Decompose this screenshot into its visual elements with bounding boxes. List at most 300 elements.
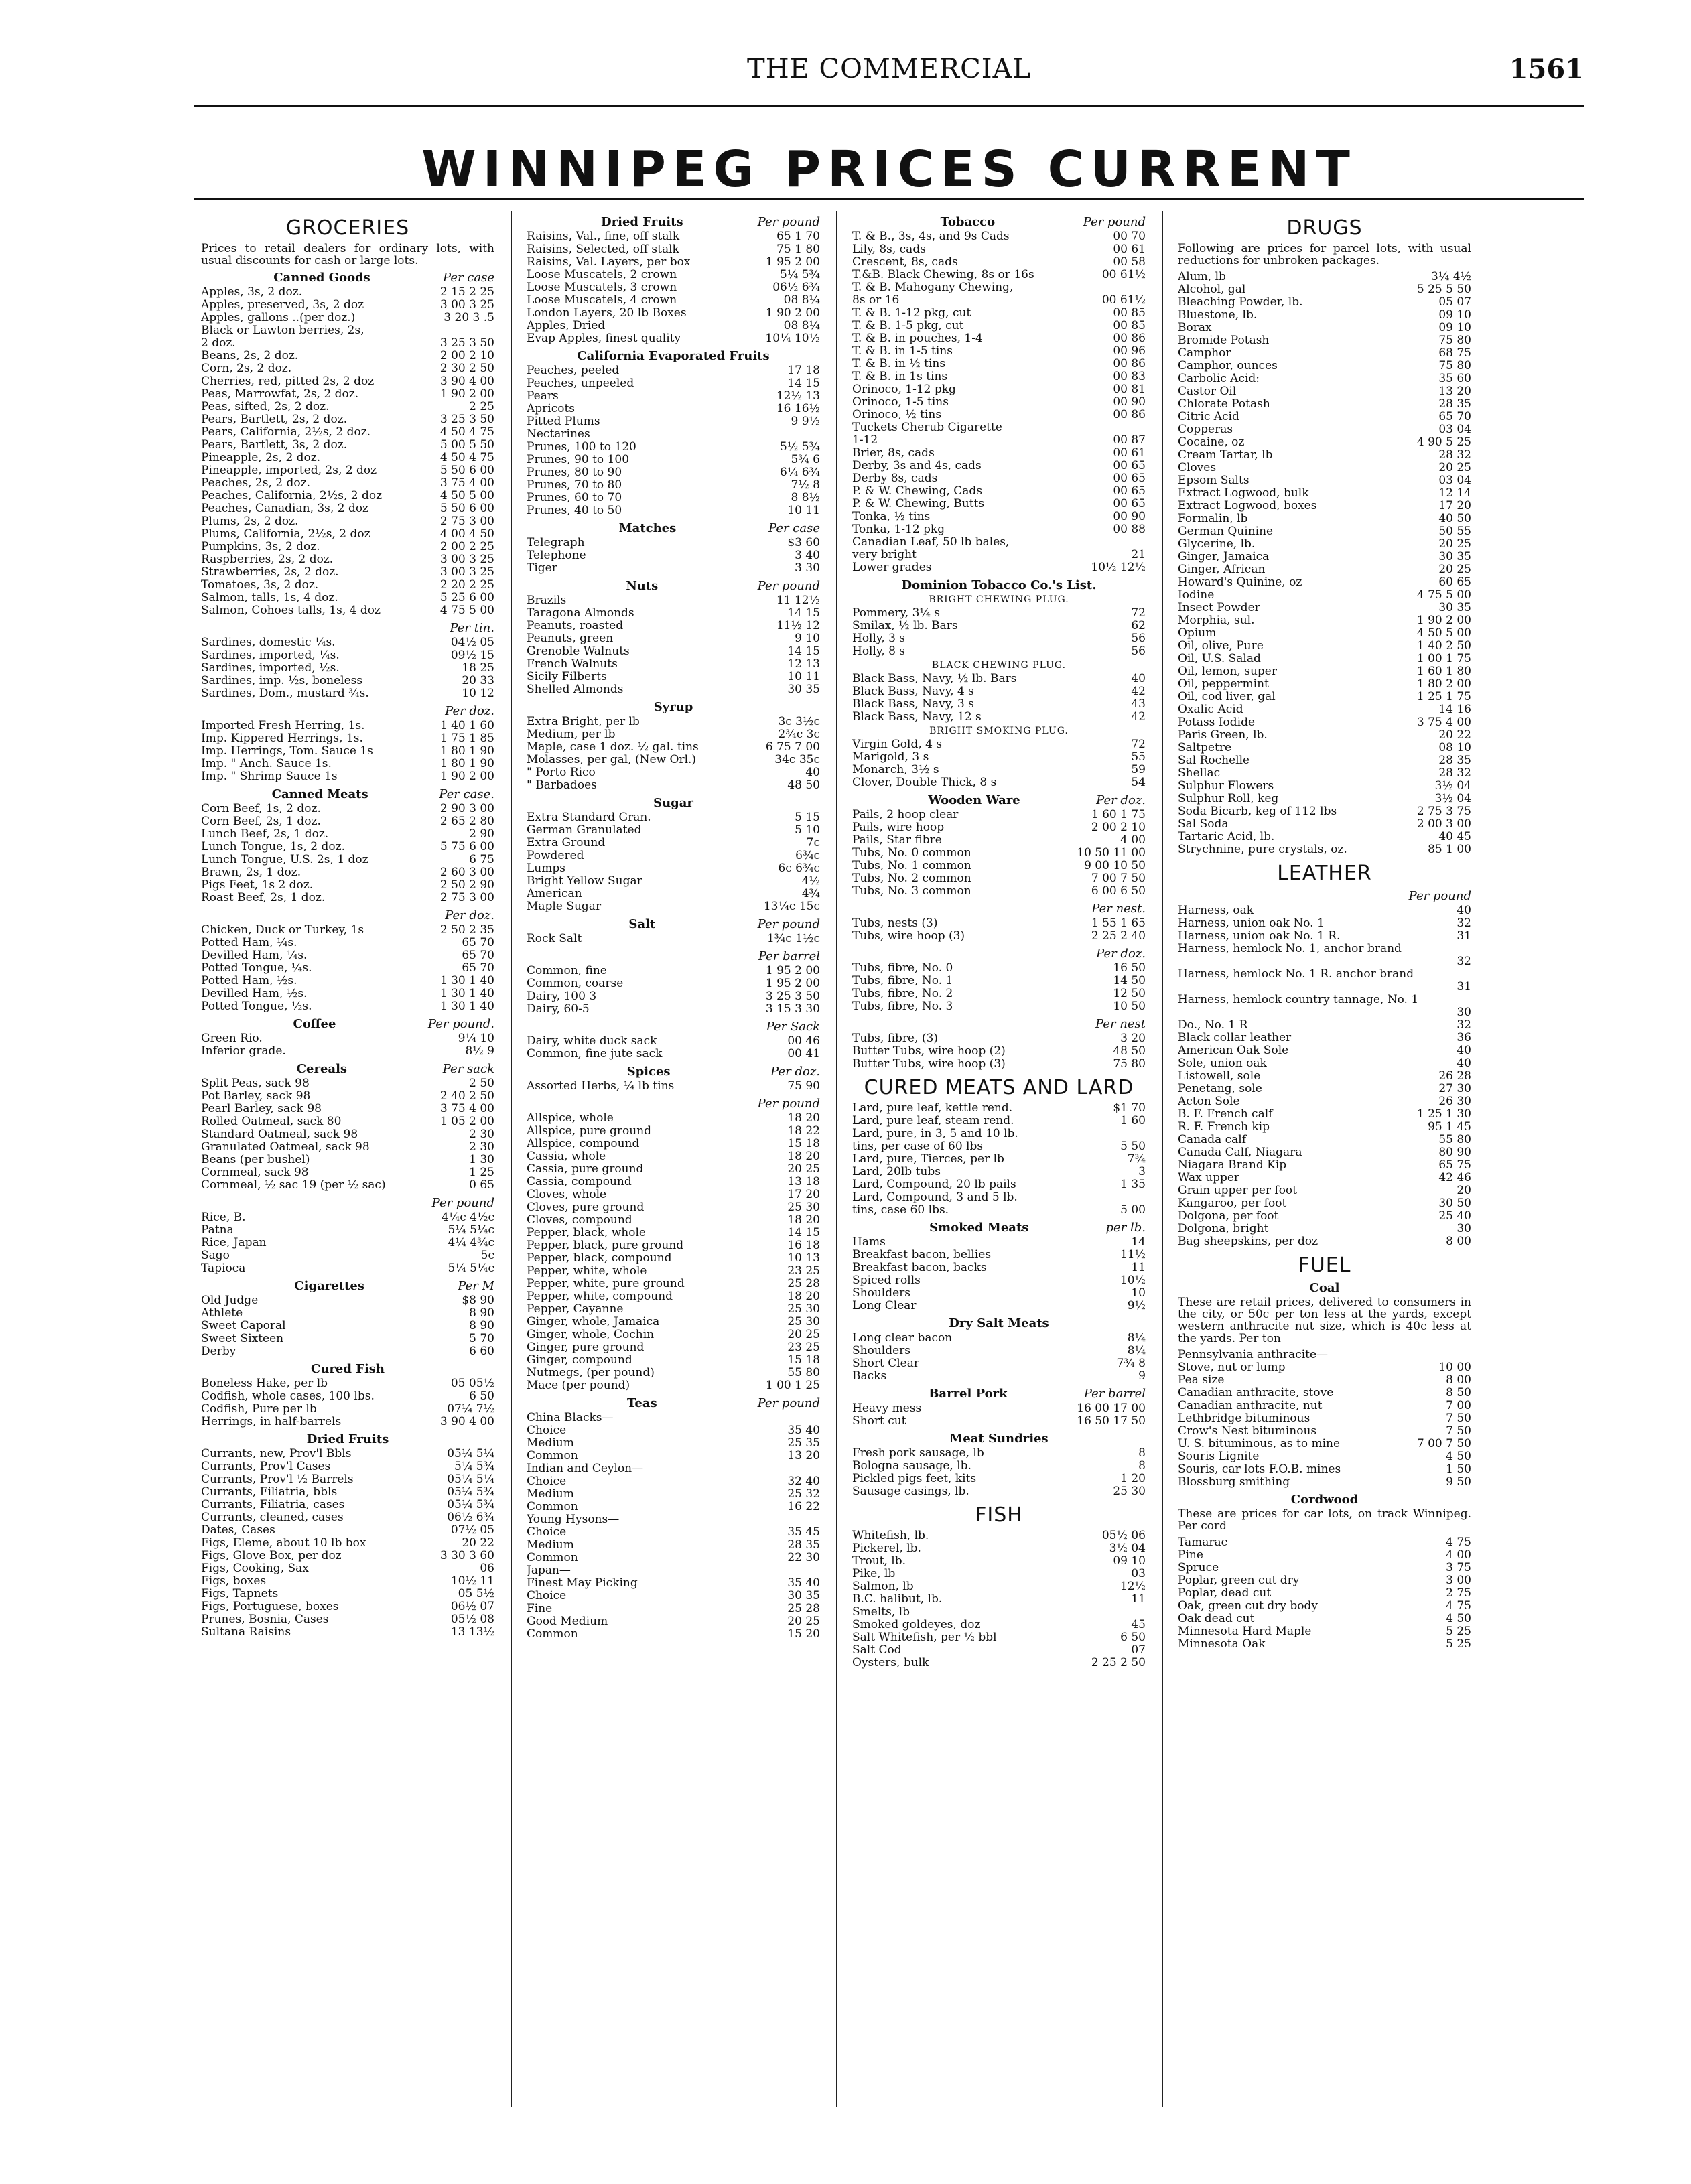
price-row [527, 1379, 820, 1392]
item-name: Sicily Filberts [527, 671, 607, 683]
item-name: Peaches, Canadian, 3s, 2 doz [201, 502, 369, 515]
item-name: Maple Sugar [527, 900, 602, 913]
item-price: 25 40 [1438, 1209, 1471, 1223]
item-price: 10 50 [1113, 1000, 1146, 1013]
subheading-title: Dried Fruits [306, 1432, 389, 1446]
price-row [852, 1287, 1146, 1300]
item-name: Peanuts, roasted [527, 620, 624, 632]
price-row [1178, 283, 1471, 296]
price-row [527, 1188, 820, 1201]
price-row [852, 269, 1146, 281]
item-price: 4¼c 4½c [441, 1211, 494, 1224]
item-price: 18 22 [787, 1124, 820, 1138]
price-row [1178, 436, 1471, 449]
item-name: Devilled Ham, ¼s. [201, 949, 308, 962]
item-name: Boneless Hake, per lb [201, 1377, 328, 1390]
price-row [1178, 805, 1471, 818]
price-row [527, 837, 820, 849]
item-name: Rock Salt [527, 933, 582, 945]
item-price: 55 80 [1438, 1133, 1471, 1146]
price-row [1178, 1600, 1471, 1613]
item-name: Potted Tongue, ½s. [201, 1000, 312, 1013]
price-row [852, 1555, 1146, 1568]
price-row [1178, 831, 1471, 843]
price-row [527, 1316, 820, 1328]
price-unit: Per M [458, 1279, 494, 1293]
item-price: 3 [1138, 1165, 1146, 1178]
subgroup-label: BLACK CHEWING PLUG. [931, 660, 1067, 671]
price-row [527, 1501, 820, 1513]
price-row [201, 426, 494, 439]
item-name: Saltpetre [1178, 742, 1232, 754]
price-row [852, 1045, 1146, 1058]
item-price: 3 75 4 00 [439, 476, 494, 490]
item-price: 08 10 [1438, 741, 1471, 754]
item-price: 85 1 00 [1428, 843, 1471, 856]
price-row [527, 1290, 820, 1303]
item-price: 10 12 [462, 687, 494, 700]
price-row [1178, 968, 1471, 981]
item-name: Chlorate Potash [1178, 398, 1270, 411]
item-price: 14 16 [1438, 703, 1471, 716]
item-price: 75 80 [1438, 334, 1471, 347]
subheading [527, 215, 820, 229]
item-name: Figs, Eleme, about 10 lb box [201, 1537, 366, 1550]
item-price: 55 [1131, 750, 1146, 764]
item-name: Currants, Prov'l Cases [201, 1460, 331, 1473]
item-price: 06½ 6¾ [447, 1511, 494, 1524]
price-row [527, 441, 820, 454]
item-price: 28 35 [1438, 397, 1471, 411]
item-price: 1¾c 1½c [766, 932, 820, 945]
item-name: Orinoco, 1-12 pkg [852, 383, 956, 396]
price-row [1178, 767, 1471, 780]
item-name: Lower grades [852, 561, 932, 574]
subheading-title [852, 1017, 1095, 1031]
item-price: 31 [1457, 929, 1471, 943]
item-name: Harness, hemlock No. 1 R. anchor brand [1178, 968, 1414, 981]
item-name: Young Hysons— [527, 1513, 620, 1526]
price-row [527, 1367, 820, 1379]
item-price: 4¼ 4¾c [448, 1236, 494, 1249]
item-price: 08 8¼ [783, 293, 820, 307]
item-name: Minnesota Oak [1178, 1638, 1266, 1651]
item-name: Sulphur Flowers [1178, 780, 1274, 793]
item-price: 45 [1131, 1618, 1146, 1631]
price-row [201, 1294, 494, 1307]
item-price: 8¼ [1127, 1331, 1146, 1345]
item-price: 10¼ 10½ [765, 332, 820, 345]
item-name: Codfish, Pure per lb [201, 1403, 317, 1416]
item-name: Sal Soda [1178, 818, 1229, 831]
item-name: Salt Whitefish, per ½ bbl [852, 1631, 997, 1644]
price-row [201, 413, 494, 426]
item-price: 40 [805, 766, 820, 779]
price-row [201, 1166, 494, 1179]
item-name: Cloves [1178, 462, 1217, 474]
item-name: Prunes, 40 to 50 [527, 504, 622, 517]
item-price: 15 18 [787, 1137, 820, 1150]
price-row [201, 388, 494, 401]
item-name: Opium [1178, 627, 1217, 640]
item-price: 54 [1131, 776, 1146, 789]
item-price: 3½ 04 [1434, 792, 1471, 805]
item-price: 00 65 [1113, 459, 1146, 472]
item-price: 5 70 [469, 1332, 494, 1345]
item-price: 2 40 2 50 [439, 1089, 494, 1103]
price-row [201, 1600, 494, 1613]
price-row [852, 485, 1146, 498]
item-name: Allspice, whole [527, 1112, 614, 1125]
price-row [1178, 500, 1471, 513]
item-price: 16 22 [787, 1500, 820, 1513]
item-price: 00 46 [787, 1034, 820, 1048]
subheading-title: Cured Fish [310, 1362, 385, 1376]
item-price: 1 30 1 40 [439, 987, 494, 1000]
item-name: Common [527, 1552, 578, 1564]
price-row [1178, 1361, 1471, 1374]
price-row [1178, 1613, 1471, 1625]
item-price: 00 70 [1113, 230, 1146, 243]
price-row [527, 1475, 820, 1488]
item-name: Ginger, Jamaica [1178, 551, 1270, 563]
item-name: Pineapple, 2s, 2 doz. [201, 452, 321, 464]
price-row [852, 281, 1146, 294]
item-price: 1 60 1 80 [1416, 665, 1471, 678]
item-name: London Layers, 20 lb Boxes [527, 307, 687, 320]
price-row [1178, 538, 1471, 551]
item-name: Sweet Sixteen [201, 1333, 284, 1345]
item-price: 3 25 3 50 [439, 413, 494, 426]
price-row [527, 230, 820, 243]
item-name: Epsom Salts [1178, 474, 1249, 487]
item-price: 10½ [1120, 1274, 1146, 1287]
price-row [527, 403, 820, 415]
item-price: 2 30 [469, 1128, 494, 1141]
price-row [1178, 1159, 1471, 1172]
item-price: 5 00 5 50 [439, 438, 494, 452]
subheading [852, 578, 1146, 592]
price-row [201, 452, 494, 464]
item-name: Potass Iodide [1178, 716, 1256, 729]
item-name: Holly, 8 s [852, 645, 906, 658]
item-price: 56 [1131, 644, 1146, 658]
item-price: 3 15 3 30 [765, 1002, 820, 1016]
item-price: 6 00 6 50 [1091, 884, 1146, 898]
item-name: Cloves, whole [527, 1188, 607, 1201]
item-price: 10 11 [787, 504, 820, 517]
item-price: 40 45 [1438, 830, 1471, 843]
item-name: Tubs, No. 3 common [852, 885, 971, 898]
item-price: 4¾ [801, 887, 820, 900]
price-row [1178, 551, 1471, 563]
price-row [527, 1341, 820, 1354]
subgroup-label: BRIGHT CHEWING PLUG. [929, 594, 1069, 605]
price-row [201, 949, 494, 962]
item-price: 03 04 [1438, 474, 1471, 487]
item-name: Holly, 3 s [852, 632, 906, 645]
price-row [201, 745, 494, 758]
item-price: 10 00 [1438, 1361, 1471, 1374]
item-name: Old Judge [201, 1294, 259, 1307]
item-price: 00 81 [1113, 383, 1146, 396]
item-name: Good Medium [527, 1615, 608, 1628]
subheading [201, 1279, 494, 1293]
item-name: Extra Bright, per lb [527, 715, 640, 728]
item-name: Lard, pure leaf, kettle rend. [852, 1102, 1013, 1115]
item-name: Choice [527, 1526, 567, 1539]
item-price: 05 07 [1438, 295, 1471, 309]
item-name: Pepper, white, compound [527, 1290, 673, 1303]
subheading [201, 621, 494, 635]
price-row [852, 1274, 1146, 1287]
price-row [527, 1278, 820, 1290]
item-price: 6c 6¾c [778, 862, 820, 875]
price-row [527, 1138, 820, 1150]
price-row [852, 711, 1146, 724]
item-price: 3 00 3 25 [439, 298, 494, 312]
item-name: Plums, California, 2½s, 2 doz [201, 528, 370, 541]
price-row [852, 764, 1146, 776]
item-name: Pearl Barley, sack 98 [201, 1103, 322, 1115]
item-price: 1 25 1 75 [1416, 690, 1471, 703]
item-name: Peas, Marrowfat, 2s, 2 doz. [201, 388, 359, 401]
price-row [201, 337, 494, 350]
price-row [201, 987, 494, 1000]
item-name: Tubs, No. 1 common [852, 860, 971, 872]
item-name: Acton Sole [1178, 1095, 1240, 1108]
item-price: 1 00 1 75 [1416, 652, 1471, 665]
price-row [527, 1080, 820, 1093]
item-price: 4 75 [1446, 1535, 1471, 1549]
item-name: Bleaching Powder, lb. [1178, 296, 1303, 309]
price-row [201, 636, 494, 649]
price-unit: Per pound [757, 579, 820, 593]
item-name: Shoulders [852, 1345, 911, 1357]
price-row [527, 479, 820, 492]
price-row [1178, 1006, 1471, 1019]
price-row [852, 294, 1146, 307]
price-row [201, 1403, 494, 1416]
subheading [201, 1196, 494, 1210]
item-name: Smoked goldeyes, doz [852, 1619, 981, 1631]
price-row [527, 1513, 820, 1526]
price-row [527, 415, 820, 428]
item-price: 5 50 [1120, 1140, 1146, 1153]
price-row [1178, 930, 1471, 943]
item-price: 20 22 [1438, 728, 1471, 742]
item-price: 18 20 [787, 1111, 820, 1125]
item-name: Tapioca [201, 1262, 246, 1275]
price-row [527, 1488, 820, 1501]
item-name: T. & B. in 1-5 tins [852, 345, 953, 358]
item-name: Extra Standard Gran. [527, 811, 651, 824]
item-price: 00 85 [1113, 319, 1146, 332]
price-row [201, 1141, 494, 1154]
price-row [527, 1003, 820, 1016]
price-row [852, 447, 1146, 460]
item-name: Pine [1178, 1549, 1203, 1562]
item-price: 3 30 3 60 [439, 1549, 494, 1562]
item-price: 56 [1131, 632, 1146, 645]
price-row [201, 937, 494, 949]
subheading-title: Barrel Pork [929, 1387, 1008, 1401]
price-row [201, 528, 494, 541]
item-name: " Barbadoes [527, 779, 597, 792]
item-price: 18 20 [787, 1150, 820, 1163]
item-price: 3 20 [1120, 1032, 1146, 1045]
subheading [1178, 1493, 1471, 1507]
price-row [201, 350, 494, 362]
subheading-title: Salt [628, 917, 656, 931]
item-price: 6 75 7 00 [765, 740, 820, 754]
price-row [852, 1236, 1146, 1249]
item-price: 20 22 [462, 1536, 494, 1550]
price-row [201, 592, 494, 604]
item-name: Cornmeal, sack 98 [201, 1166, 309, 1179]
item-name: Herrings, in half-barrels [201, 1416, 342, 1428]
price-row [852, 917, 1146, 930]
price-row [527, 1424, 820, 1437]
item-name: Currants, Filiatria, cases [201, 1499, 345, 1511]
item-name: Virgin Gold, 4 s [852, 738, 943, 751]
price-row [527, 1035, 820, 1048]
item-price: 2 25 2 40 [1091, 929, 1146, 943]
price-row [1178, 994, 1471, 1006]
item-price: 2 50 2 35 [439, 923, 494, 937]
item-name: Common [527, 1628, 578, 1641]
price-row [1178, 653, 1471, 665]
subheading-title: Nuts [626, 579, 659, 593]
price-row [852, 421, 1146, 434]
price-row [1178, 1019, 1471, 1032]
price-row [1178, 360, 1471, 372]
price-row [1178, 411, 1471, 423]
item-name: Corn, 2s, 2 doz. [201, 362, 292, 375]
item-name: Indian and Ceylon— [527, 1462, 644, 1475]
item-name: Pumpkins, 3s, 2 doz. [201, 541, 320, 553]
item-price: 30 [1457, 1006, 1471, 1019]
price-row [852, 1345, 1146, 1357]
item-price: 40 [1457, 1056, 1471, 1070]
price-row [1178, 589, 1471, 602]
item-name: Currants, cleaned, cases [201, 1511, 344, 1524]
item-name: Prunes, 60 to 70 [527, 492, 622, 504]
price-row [852, 860, 1146, 872]
price-row [527, 466, 820, 479]
price-row [201, 1211, 494, 1224]
item-name: Peaches, 2s, 2 doz. [201, 477, 310, 490]
item-name: Finest May Picking [527, 1577, 638, 1590]
subheading [201, 908, 494, 923]
price-unit: Per pound. [427, 1017, 494, 1031]
item-name: Medium, per lb [527, 728, 616, 741]
subheading-title: Dominion Tobacco Co.'s List. [901, 578, 1097, 592]
price-row [201, 553, 494, 566]
item-name: Peaches, unpeeled [527, 377, 634, 390]
head-rule [194, 105, 1584, 107]
item-name: Dairy, 100 3 [527, 990, 597, 1003]
item-price: 25 30 [1113, 1485, 1146, 1498]
item-price: 32 [1457, 1018, 1471, 1032]
price-row [1178, 1574, 1471, 1587]
section-note: These are retail prices, delivered to consumers in the city, or 50c per ton less at the yards, except western anthracite nut size, which is 40c less at the yards. Per ton [1178, 1296, 1471, 1345]
price-row [527, 1163, 820, 1176]
item-price: 65 70 [462, 949, 494, 962]
item-name: Currants, Filiatria, bbls [201, 1486, 338, 1499]
item-price: 7 00 [1446, 1399, 1471, 1412]
item-name: Minnesota Hard Maple [1178, 1625, 1312, 1638]
item-price: 4 00 4 50 [439, 527, 494, 541]
item-name: Assorted Herbs, ¼ lb tins [527, 1080, 675, 1093]
price-row [527, 1412, 820, 1424]
price-row [201, 1390, 494, 1403]
price-row [1178, 525, 1471, 538]
price-row [527, 766, 820, 779]
item-price: 3 90 4 00 [439, 374, 494, 388]
item-name: Choice [527, 1475, 567, 1488]
price-row [852, 1460, 1146, 1473]
item-price: 8 00 [1446, 1235, 1471, 1248]
item-price: 48 50 [1113, 1044, 1146, 1058]
item-price: 8 90 [469, 1319, 494, 1333]
price-row [1178, 691, 1471, 703]
item-price: 25 30 [787, 1315, 820, 1328]
item-name: Pepper, white, pure ground [527, 1278, 685, 1290]
price-row [201, 1626, 494, 1639]
price-row [527, 849, 820, 862]
item-price: 3½ 04 [1109, 1542, 1146, 1555]
price-row [852, 834, 1146, 847]
item-price: 18 25 [462, 661, 494, 675]
price-row [1178, 372, 1471, 385]
item-name: Green Rio. [201, 1032, 263, 1045]
subgroup-label: BRIGHT SMOKING PLUG. [929, 726, 1069, 736]
item-price: 1 90 2 00 [439, 387, 494, 401]
item-price: 10 11 [787, 670, 820, 683]
item-price: 10½ 11 [450, 1574, 494, 1588]
column-drugs [1178, 211, 1471, 2107]
item-name: Peanuts, green [527, 632, 614, 645]
price-row [1178, 1536, 1471, 1549]
item-price: 2¾c 3c [778, 728, 820, 741]
price-row [1178, 1625, 1471, 1638]
item-name: Common, fine jute sack [527, 1048, 663, 1061]
price-row [201, 720, 494, 732]
column-tobacco [852, 211, 1146, 2107]
item-name: Prunes, 100 to 120 [527, 441, 636, 454]
item-name: Maple, case 1 doz. ½ gal. tins [527, 741, 699, 754]
price-row [1178, 322, 1471, 334]
item-price: 2 25 [469, 400, 494, 413]
item-price: 05¼ 5¾ [447, 1498, 494, 1511]
item-price: 13 18 [787, 1175, 820, 1188]
item-name: Blossburg smithing [1178, 1476, 1290, 1489]
item-price: 7 50 [1446, 1424, 1471, 1438]
price-row [201, 649, 494, 662]
price-row [201, 464, 494, 477]
running-head [194, 54, 1584, 100]
item-name: Tubs, nests (3) [852, 917, 938, 930]
price-row [527, 632, 820, 645]
price-row [527, 811, 820, 824]
item-price: 6¾c [795, 849, 820, 862]
item-price: 20 25 [1438, 537, 1471, 551]
price-row [201, 1499, 494, 1511]
price-row [201, 675, 494, 687]
item-price: 20 25 [787, 1328, 820, 1341]
subheading [852, 1221, 1146, 1235]
